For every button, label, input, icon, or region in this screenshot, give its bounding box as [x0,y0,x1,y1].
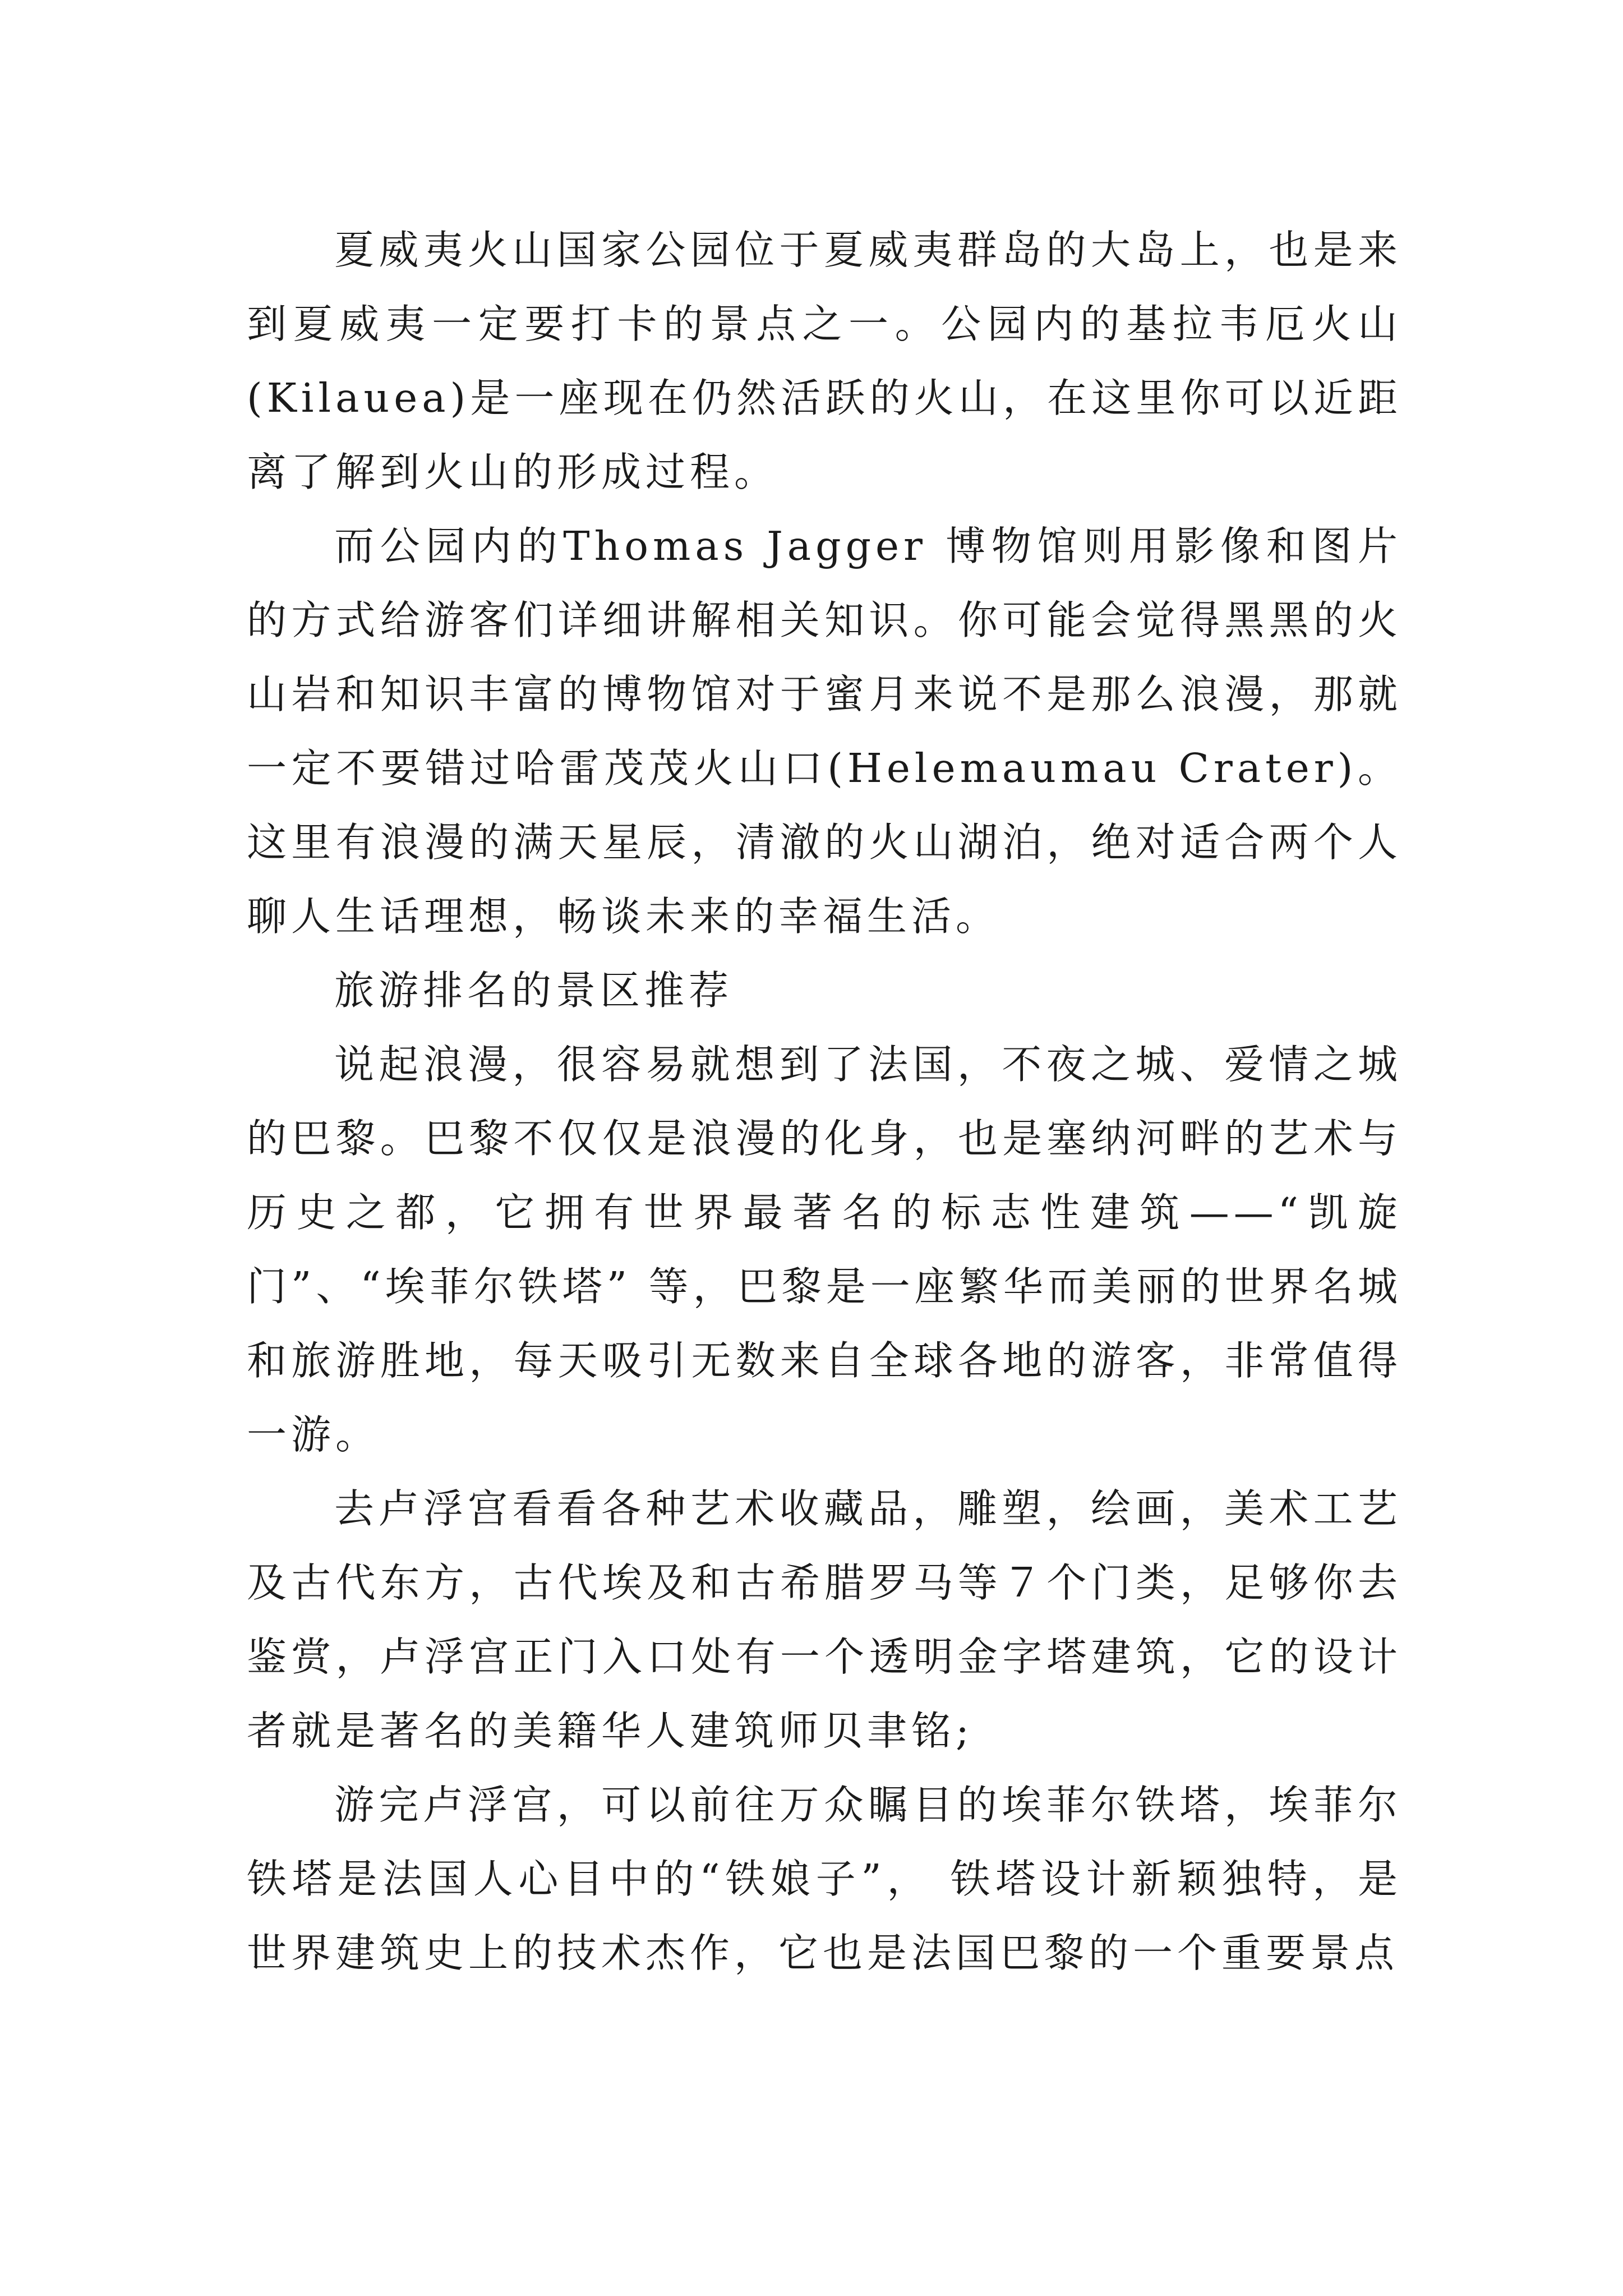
section-heading: 旅游排名的景区推荐 [334,967,734,1014]
paragraph-hawaii-volcano-park: 夏威夷火山国家公园位于夏威夷群岛的大岛上，也是来到夏威夷一定要打卡的景点之一。公园内的基拉韦厄火山(Kilauea)是一座现在仍然活跃的火山，在这里你可以近距离了解到火山的形成过程。 [247,227,1402,495]
paragraph-thomas-jagger-museum: 而公园内的Thomas Jagger 博物馆则用影像和图片的方式给游客们详细讲解相关知识。你可能会觉得黑黑的火山岩和知识丰富的博物馆对于蜜月来说不是那么浪漫，那就一定不要错过哈雷茂茂火山口(Helemaumau Crater)。这里有浪漫的满天星辰，清澈的火山湖泊，绝对适合两个人聊人生话理想，畅谈未来的幸福生活。 [247,523,1402,940]
paragraph-eiffel-tower: 游完卢浮宫，可以前往万众瞩目的埃菲尔铁塔，埃菲尔铁塔是法国人心目中的“铁娘子”， 铁塔设计新颖独特，是世界建筑史上的技术杰作，它也是法国巴黎的一个重要景点 [247,1782,1402,1976]
document-body [247,213,1402,1990]
paragraph-paris: 说起浪漫，很容易就想到了法国，不夜之城、爱情之城的巴黎。巴黎不仅仅是浪漫的化身，也是塞纳河畔的艺术与历史之都，它拥有世界最著名的标志性建筑——“凯旋门”、“埃菲尔铁塔” 等，巴黎是一座繁华而美丽的世界名城和旅游胜地，每天吸引无数来自全球各地的游客，非常值得一游。 [247,1041,1402,1458]
paragraph-louvre: 去卢浮宫看看各种艺术收藏品，雕塑，绘画，美术工艺及古代东方，古代埃及和古希腊罗马等７个门类，足够你去鉴赏，卢浮宫正门入口处有一个透明金字塔建筑，它的设计者就是著名的美籍华人建筑师贝聿铭; [247,1485,1402,1754]
